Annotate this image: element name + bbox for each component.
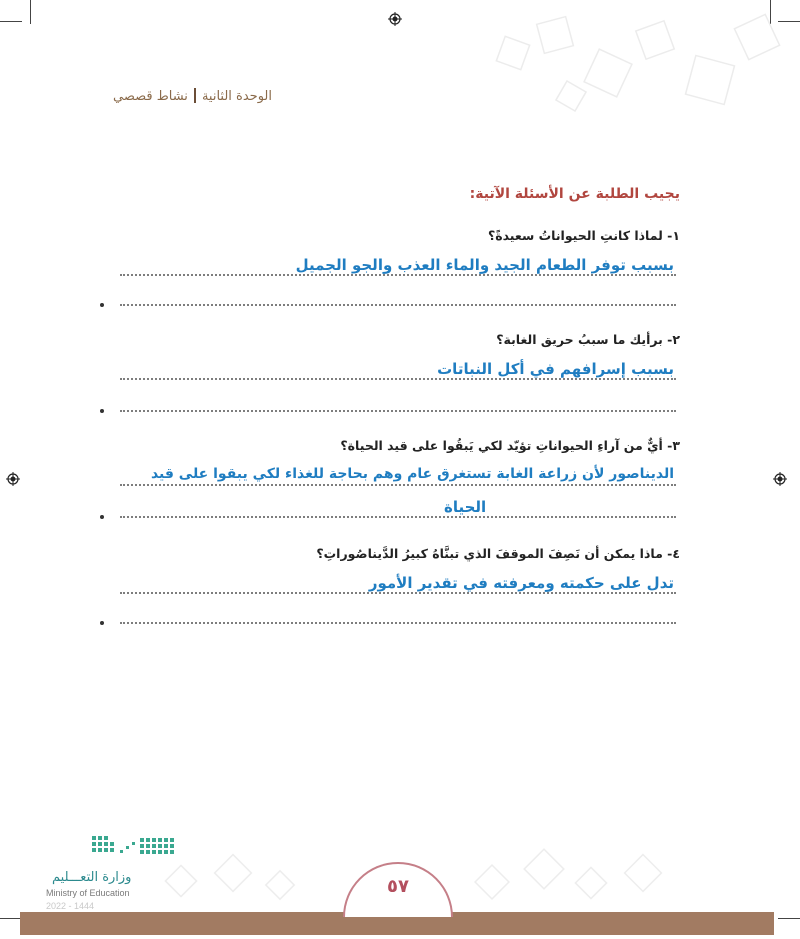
answer-line <box>120 410 676 412</box>
decorative-pattern <box>440 0 800 130</box>
answer-line <box>120 484 676 486</box>
unit-label: الوحدة الثانية <box>201 89 272 104</box>
instructions-heading: يجيب الطلبة عن الأسئلة الآتية: <box>469 186 680 202</box>
line-end-dot <box>100 515 104 519</box>
answer-line <box>120 592 676 594</box>
crop-mark <box>0 918 22 919</box>
edition-year: 2022 - 1444 <box>46 901 95 911</box>
answer-line <box>120 304 676 306</box>
crop-mark <box>30 0 31 24</box>
registration-mark-icon <box>773 472 787 486</box>
answer-line <box>120 274 676 276</box>
activity-label: نشاط قصصي <box>113 89 188 104</box>
line-end-dot <box>100 621 104 625</box>
answer-line <box>120 516 676 518</box>
answer-2: بسبب إسرافهم في أكل النباتات <box>437 360 674 378</box>
question-2: ٢- برأيك ما سببُ حريق الغابة؟ <box>496 332 680 347</box>
answer-3-line-1: الديناصور لأن زراعة الغابة تستغرق عام وهم بحاجة للغذاء لكي يبقوا على قيد <box>150 466 674 482</box>
answer-1: بسبب توفر الطعام الجيد والماء العذب والجو الجميل <box>295 256 674 274</box>
line-end-dot <box>100 409 104 413</box>
question-1: ١- لماذا كانتِ الحيواناتُ سعيدةً؟ <box>487 228 680 243</box>
answer-3-line-2: الحياة <box>444 498 487 516</box>
question-4: ٤- ماذا يمكن أن نَصِفَ الموقفَ الذي تبنَّاهُ كبيرُ الدَّيناصُوراتِ؟ <box>316 546 680 561</box>
answer-4: تدل على حكمته ومعرفته في تقدير الأمور <box>368 574 674 592</box>
registration-mark-icon <box>388 12 402 26</box>
crop-mark <box>0 21 22 22</box>
ministry-logo-icon <box>90 832 182 862</box>
answer-line <box>120 622 676 624</box>
header-divider <box>194 88 196 103</box>
crop-mark <box>778 918 800 919</box>
line-end-dot <box>100 303 104 307</box>
question-3: ٣- أيٌّ من آراءِ الحيواناتِ تؤيّد لكي يَبقُوا على قيد الحياة؟ <box>340 438 680 453</box>
page-number: ٥٧ <box>387 876 409 897</box>
ministry-name-english: Ministry of Education <box>46 888 130 898</box>
registration-mark-icon <box>6 472 20 486</box>
page-header <box>113 88 272 104</box>
answer-line <box>120 378 676 380</box>
ministry-name-arabic: وزارة التعـــليم <box>52 870 132 885</box>
